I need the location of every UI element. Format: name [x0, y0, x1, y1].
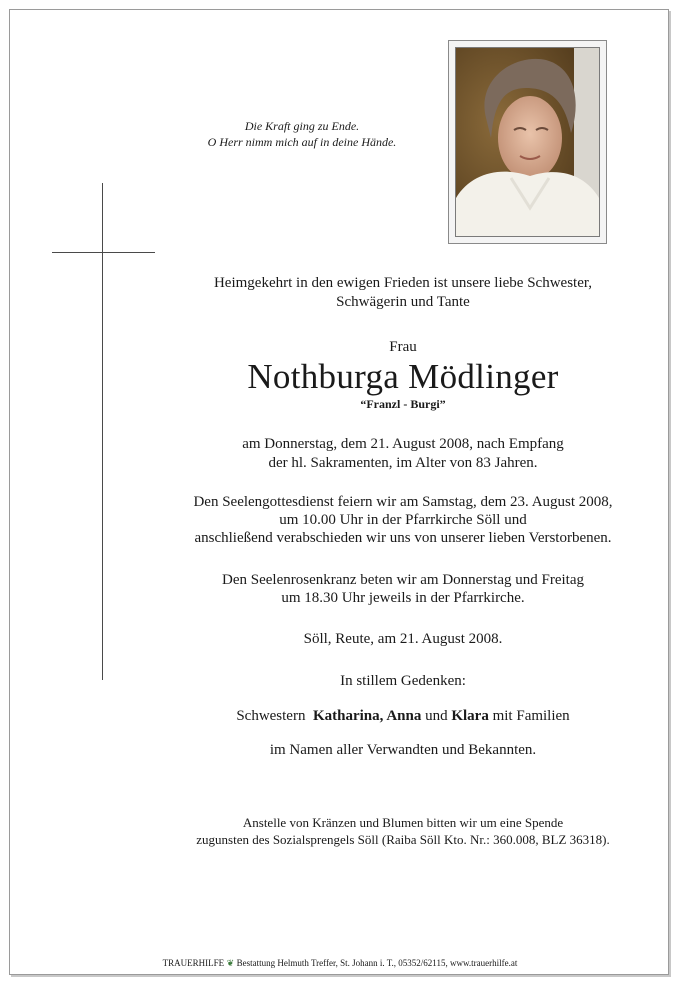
service-line-1: Den Seelengottesdienst feiern wir am Samstag, dem 23. August 2008, — [193, 494, 613, 510]
death-line-2: der hl. Sakramenten, im Alter von 83 Jahren. — [268, 455, 538, 471]
family-names-1: Katharina, Anna — [312, 708, 422, 724]
footer-text: Bestattung Helmuth Treffer, St. Johann i. T., 05352/62115, www.trauerhilfe.at — [236, 958, 518, 968]
rosary-line-2: um 18.30 Uhr jeweils in der Pfarrkirche. — [281, 590, 525, 606]
rosary-line-1: Den Seelenrosenkranz beten wir am Donnerstag und Freitag — [222, 572, 584, 588]
family-line — [63, 707, 680, 725]
portrait-frame — [448, 40, 607, 244]
quote — [150, 118, 454, 150]
footer-brand: TRAUERHILFE — [162, 958, 225, 968]
place-date: Söll, Reute, am 21. August 2008. — [303, 631, 503, 647]
family-prefix: Schwestern — [236, 708, 306, 724]
donation-line-2: zugunsten des Sozialsprengels Söll (Raiba Söll Kto. Nr.: 360.008, BLZ 36318). — [196, 832, 610, 847]
mourning-heading: In stillem Gedenken: — [340, 673, 466, 689]
quote-line-1: Die Kraft ging zu Ende. — [244, 119, 360, 133]
portrait-image — [456, 48, 599, 236]
portrait-photo — [455, 47, 600, 237]
frame-shadow-bottom — [11, 975, 671, 977]
salutation: Frau — [389, 339, 417, 355]
service-line-3: anschließend verabschieden wir uns von unserer lieben Verstorbenen. — [194, 530, 612, 546]
intro-line-2: Schwägerin und Tante — [336, 294, 470, 310]
quote-line-2: O Herr nimm mich auf in deine Hände. — [207, 135, 397, 149]
intro-line-1: Heimgekehrt in den ewigen Frieden ist unsere liebe Schwester, — [213, 275, 593, 291]
cross-icon-horizontal — [52, 252, 155, 253]
relatives-line: im Namen aller Verwandten und Bekannten. — [269, 742, 537, 758]
family-and: und — [425, 708, 448, 724]
deceased-name: Nothburga Mödlinger — [247, 357, 559, 396]
deceased-nickname: “Franzl - Burgi” — [360, 397, 446, 411]
family-names-2: Klara — [451, 708, 489, 724]
leaf-logo-icon: ❦ — [226, 958, 235, 968]
death-line-1: am Donnerstag, dem 21. August 2008, nach Empfang — [242, 436, 564, 452]
footer — [0, 957, 680, 969]
family-suffix: mit Familien — [492, 708, 570, 724]
service-line-2: um 10.00 Uhr in der Pfarrkirche Söll und — [279, 512, 527, 528]
donation-line-1: Anstelle von Kränzen und Blumen bitten wir um eine Spende — [242, 815, 564, 830]
